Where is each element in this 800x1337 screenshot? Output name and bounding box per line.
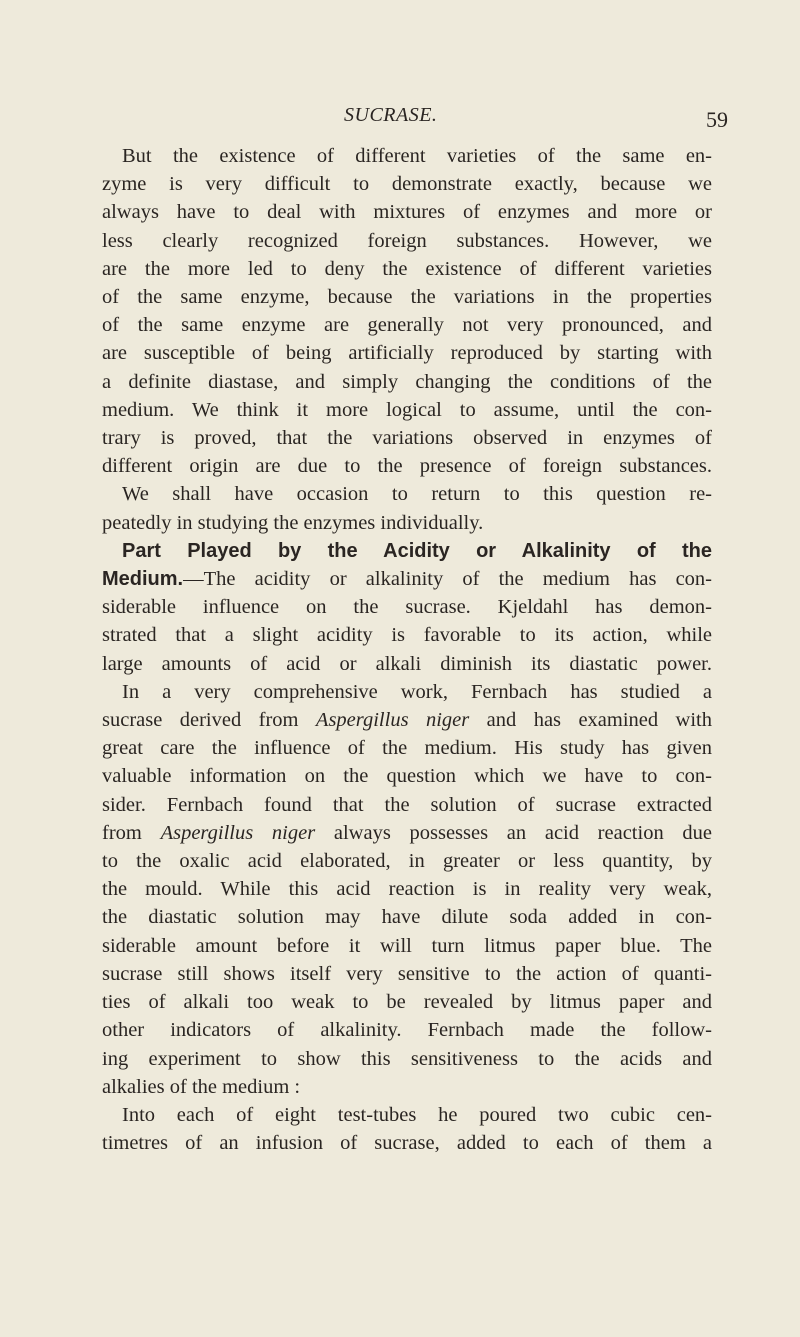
text-line: are the more led to deny the existence of different varieties	[102, 257, 712, 280]
text-line: less clearly recognized foreign substances. However, we	[102, 229, 712, 252]
text-line: We shall have occasion to return to this question re-	[122, 483, 712, 506]
mixed-line	[102, 819, 712, 847]
text-line: the diastatic solution may have dilute soda added in con-	[102, 906, 712, 929]
text-line: zyme is very difficult to demonstrate exactly, because we	[102, 173, 712, 196]
text-span: from	[102, 821, 161, 844]
page-number: 59	[706, 107, 728, 132]
text-line: of the same enzyme, because the variations in the properties	[102, 286, 712, 309]
heading-line	[102, 565, 712, 593]
text-line: different origin are due to the presence of foreign substances.	[102, 455, 712, 478]
text-line: other indicators of alkalinity. Fernbach made the follow-	[102, 1019, 712, 1042]
running-title: SUCRASE.	[344, 104, 438, 126]
running-header	[0, 104, 800, 134]
text-line: siderable influence on the sucrase. Kjeldahl has demon-	[102, 596, 712, 619]
species-name: Aspergillus niger	[160, 821, 316, 844]
text-line: strated that a slight acidity is favorable to its action, while	[102, 624, 712, 647]
text-line: sider. Fernbach found that the solution of sucrase extracted	[102, 793, 712, 816]
text-line: peatedly in studying the enzymes individually.	[102, 511, 484, 534]
text-span: sucrase derived from	[102, 709, 316, 732]
text-span: and has examined with	[469, 709, 712, 732]
text-span: —The acidity or alkalinity of the medium has con-	[183, 568, 712, 591]
section-heading-continued: Medium.	[102, 568, 184, 591]
text-line: ing experiment to show this sensitiveness to the acids and	[102, 1047, 712, 1070]
text-line: siderable amount before it will turn litmus paper blue. The	[102, 934, 712, 957]
text-line: medium. We think it more logical to assume, until the con-	[102, 398, 712, 421]
text-line: the mould. While this acid reaction is in reality very weak,	[102, 878, 712, 901]
species-name: Aspergillus niger	[315, 709, 470, 732]
body-text	[102, 142, 712, 1157]
text-line: timetres of an infusion of sucrase, added to each of them a	[102, 1132, 712, 1155]
section-heading: Part Played by the Acidity or Alkalinity of the	[122, 539, 712, 562]
text-line: are susceptible of being artificially reproduced by starting with	[102, 342, 712, 365]
text-line: trary is proved, that the variations observed in enzymes of	[102, 427, 712, 450]
text-line: large amounts of acid or alkali diminish its diastatic power.	[102, 652, 712, 675]
text-line: In a very comprehensive work, Fernbach has studied a	[122, 680, 712, 703]
text-span: always possesses an acid reaction due	[333, 821, 712, 844]
text-line: alkalies of the medium :	[102, 1075, 301, 1098]
text-line: great care the influence of the medium. His study has given	[102, 737, 712, 760]
mixed-line	[102, 706, 712, 734]
text-line: a definite diastase, and simply changing the conditions of the	[102, 370, 712, 393]
text-line: valuable information on the question which we have to con-	[102, 765, 712, 788]
text-line: of the same enzyme are generally not very pronounced, and	[102, 314, 712, 337]
text-line: sucrase still shows itself very sensitive to the action of quanti-	[102, 962, 712, 985]
text-line: But the existence of different varieties of the same en-	[122, 145, 712, 167]
text-line: to the oxalic acid elaborated, in greater or less quantity, by	[102, 850, 712, 873]
text-line: Into each of eight test-tubes he poured two cubic cen-	[122, 1103, 712, 1126]
text-line: always have to deal with mixtures of enzymes and more or	[102, 201, 712, 224]
text-line: ties of alkali too weak to be revealed by litmus paper and	[102, 991, 712, 1014]
